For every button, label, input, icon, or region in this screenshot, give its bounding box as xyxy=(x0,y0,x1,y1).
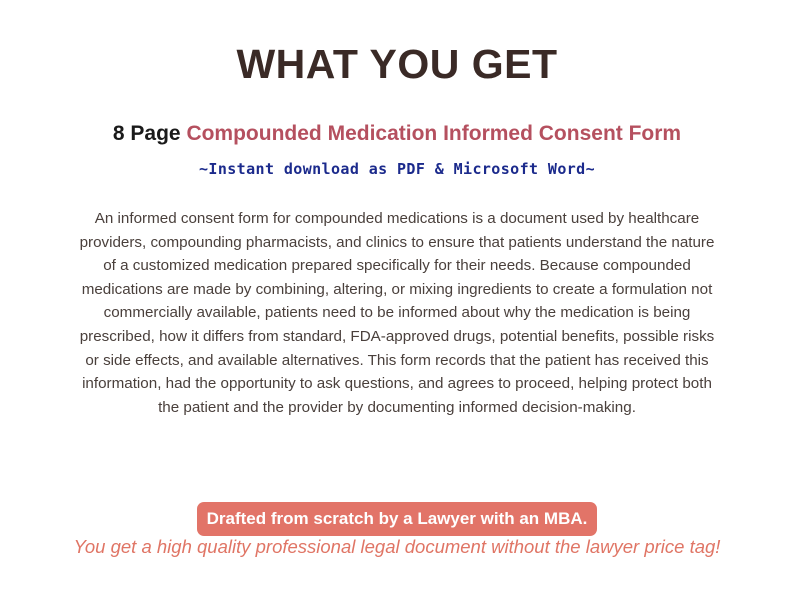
page-count: 8 Page xyxy=(112,122,181,145)
credential-badge-wrap xyxy=(0,502,794,536)
product-heading xyxy=(0,120,794,148)
page-title: WHAT YOU GET xyxy=(236,41,558,87)
tagline: You get a high quality professional legal document without the lawyer price tag! xyxy=(73,536,721,557)
download-formats: ~Instant download as PDF & Microsoft Word~ xyxy=(198,160,596,178)
credential-badge: Drafted from scratch by a Lawyer with an MBA. xyxy=(197,502,598,536)
product-description: An informed consent form for compounded medications is a document used by healthcare providers, compounding pharmacists, and clinics to ensure that patients understand the nature of a customized medication prepared specifically for their needs. Because compounded medications are made by combining, altering, or mixing ingredients to create a formulation not commercially available, patients need to be informed about why the medication is being prescribed, how it differs from standard, FDA-approved drugs, potential benefits, possible risks or side effects, and available alternatives. This form records that the patient has received this information, had the opportunity to ask questions, and agrees to proceed, helping protect both the patient and the provider by documenting informed decision-making. xyxy=(79,210,715,416)
product-name: Compounded Medication Informed Consent Form xyxy=(186,122,682,145)
